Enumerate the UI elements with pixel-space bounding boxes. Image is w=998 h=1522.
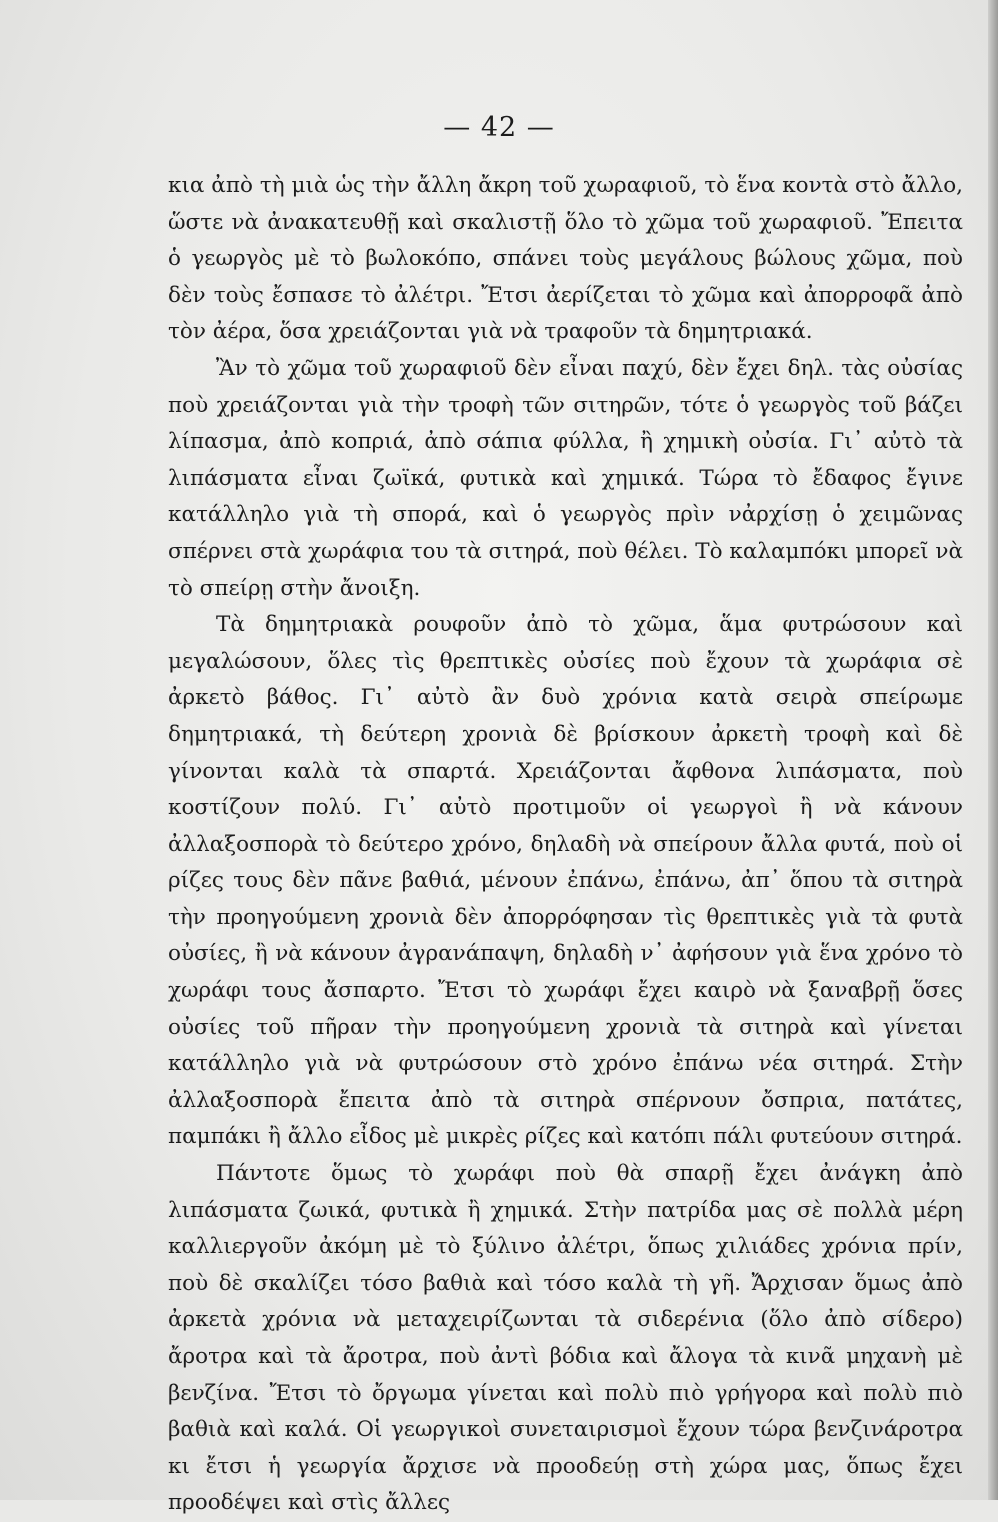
page-number: — 42 — (443, 112, 555, 143)
paragraph-3: Τὰ δημητριακὰ ρουφοῦν ἀπὸ τὸ χῶμα, ἅμα φυτρώσουν καὶ μεγαλώσουν, ὅλες τὶς θρεπτικὲς οὐσίες ποὺ ἔχουν τὰ χωράφια σὲ ἀρκετὸ βάθος. Γι᾽ αὐτὸ ἂν δυὸ χρόνια κατὰ σειρὰ σπείρωμε δημητριακά, τὴ δεύτερη χρονιὰ δὲ βρίσκουν ἀρκετὴ τροφὴ καὶ δὲ γίνονται καλὰ τὰ σπαρτά. Χρειάζονται ἄφθονα λιπάσματα, ποὺ κοστίζουν πολύ. Γι᾽ αὐτὸ προτιμοῦν οἱ γεωργοὶ ἢ νὰ κάνουν ἀλλαξοσπορὰ τὸ δεύτερο χρόνο, δηλαδὴ νὰ σπείρουν ἄλλα φυτά, ποὺ οἱ ρίζες τους δὲν πᾶνε βαθιά, μένουν ἐπάνω, ἐπάνω, ἀπ᾽ ὅπου τὰ σιτηρὰ τὴν προηγούμενη χρονιὰ δὲν ἀπορρόφησαν τὶς θρεπτικὲς γιὰ τὰ φυτὰ οὐσίες, ἢ νὰ κάνουν ἀγρανάπαψη, δηλαδὴ ν᾽ ἀφήσουν γιὰ ἕνα χρόνο τὸ χωράφι τους ἄσπαρτο. Ἔτσι τὸ χωράφι ἔχει καιρὸ νὰ ξαναβρῇ ὅσες οὐσίες τοῦ πῆραν τὴν προηγούμενη χρονιὰ τὰ σιτηρὰ καὶ γίνεται κατάλληλο γιὰ νὰ φυτρώσουν στὸ χρόνο ἐπάνω νέα σιτηρά. Στὴν ἀλλαξοσπορὰ ἔπειτα ἀπὸ τὰ σιτηρὰ σπέρνουν ὄσπρια, πατάτες, παμπάκι ἢ ἄλλο εἶδος μὲ μικρὲς ρίζες καὶ κατόπι πάλι φυτεύουν σιτηρά. (168, 612, 963, 1150)
paragraph-1: κια ἀπὸ τὴ μιὰ ὡς τὴν ἄλλη ἄκρη τοῦ χωραφιοῦ, τὸ ἕνα κοντὰ στὸ ἄλλο, ὥστε νὰ ἀνακατευθῇ καὶ σκαλιστῇ ὅλο τὸ χῶμα τοῦ χωραφιοῦ. Ἔπειτα ὁ γεωργὸς μὲ τὸ βωλοκόπο, σπάνει τοὺς μεγάλους βώλους χῶμα, ποὺ δὲν τοὺς ἔσπασε τὸ ἀλέτρι. Ἔτσι ἀερίζεται τὸ χῶμα καὶ ἀπορροφᾶ ἀπὸ τὸν ἀέρα, ὅσα χρειάζονται γιὰ νὰ τραφοῦν τὰ δημητριακά. (168, 173, 963, 345)
paragraph-2: Ἂν τὸ χῶμα τοῦ χωραφιοῦ δὲν εἶναι παχύ, δὲν ἔχει δηλ. τὰς οὐσίας ποὺ χρειάζονται γιὰ τὴν τροφὴ τῶν σιτηρῶν, τότε ὁ γεωργὸς τοῦ βάζει λίπασμα, ἀπὸ κοπριά, ἀπὸ σάπια φύλλα, ἢ χημικὴ οὐσία. Γι᾽ αὐτὸ τὰ λιπάσματα εἶναι ζωϊκά, φυτικὰ καὶ χημικά. Τώρα τὸ ἔδαφος ἔγινε κατάλληλο γιὰ τὴ σπορά, καὶ ὁ γεωργὸς πρὶν νἀρχίσῃ ὁ χειμῶνας σπέρνει στὰ χωράφια του τὰ σιτηρά, ποὺ θέλει. Τὸ καλαμπόκι μπορεῖ νὰ τὸ σπείρῃ στὴν ἄνοιξη. (168, 355, 963, 601)
paragraph-4: Πάντοτε ὅμως τὸ χωράφι ποὺ θὰ σπαρῇ ἔχει ἀνάγκη ἀπὸ λιπάσματα ζωικά, φυτικὰ ἢ χημικά. Στὴν πατρίδα μας σὲ πολλὰ μέρη καλλιεργοῦν ἀκόμη μὲ τὸ ξύλινο ἀλέτρι, ὅπως χιλιάδες χρόνια πρίν, ποὺ δὲ σκαλίζει τόσο βαθιὰ καὶ τόσο καλὰ τὴ γῆ. Ἄρχισαν ὅμως ἀπὸ ἀρκετὰ χρόνια νὰ μεταχειρίζωνται τὰ σιδερένια (ὅλο ἀπὸ σίδερο) ἄροτρα καὶ τὰ ἄροτρα, ποὺ ἀντὶ βόδια καὶ ἄλογα τὰ κινᾶ μηχανὴ μὲ βενζίνα. Ἔτσι τὸ ὄργωμα γίνεται καὶ πολὺ πιὸ γρήγορα καὶ πολὺ πιὸ βαθιὰ καὶ καλά. Οἱ γεωργικοὶ συνεταιρισμοὶ ἔχουν τώρα βενζινάροτρα κι ἔτσι ἡ γεωργία ἄρχισε νὰ προοδεύῃ στὴ χώρα μας, ὅπως ἔχει προοδέψει καὶ στὶς ἄλλες (168, 1161, 963, 1516)
page-edge-shadow (988, 0, 998, 1500)
body-text (168, 168, 963, 1522)
